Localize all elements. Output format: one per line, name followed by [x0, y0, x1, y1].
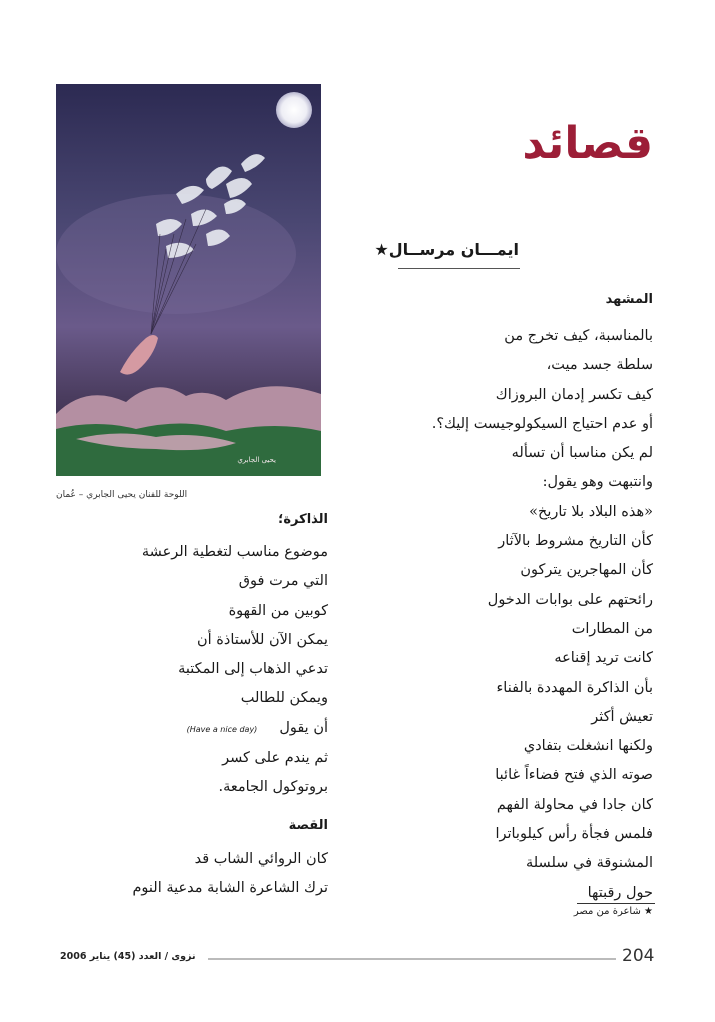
page-title: قصائد	[522, 118, 653, 169]
poem-line: تدعي الذهاب إلى المكتبة	[178, 661, 328, 678]
poem-line: التي مرت فوق	[238, 573, 328, 590]
poem-line: صوته الذي فتح فضاءاً غائبا	[495, 767, 653, 784]
poem-line: رائحتهم على بوابات الدخول	[487, 591, 653, 608]
poem-line: كانت تريد إقناعه	[554, 650, 653, 667]
section-heading-scene: المشهد	[605, 292, 653, 307]
poem-line: ترك الشاعرة الشابة مدعية النوم	[132, 880, 328, 897]
scene-poem-lines	[432, 322, 653, 908]
issue-info: نزوى / العدد (45) يناير 2006	[60, 951, 196, 962]
painting-caption: اللوحة للفنان يحيى الجابري – عُمان	[56, 490, 188, 500]
poem-line: كأن التاريخ مشروط بالآثار	[498, 533, 653, 550]
poem-line: فلمس فجأة رأس كيلوباترا	[495, 826, 653, 843]
author-footnote: ★ شاعرة من مصر	[573, 906, 653, 917]
painting-illustration	[56, 84, 321, 476]
poem-line-text: أن يقول	[279, 719, 328, 736]
poem-line: تعيش أكثر	[591, 708, 653, 725]
poem-line: ولكنها انشغلت بتفادي	[523, 738, 653, 755]
poem-line: بأن الذاكرة المهددة بالفناء	[496, 679, 653, 696]
poem-line: من المطارات	[571, 620, 653, 637]
poem-line: كان جادا في محاولة الفهم	[496, 796, 653, 813]
section-heading-story: القصة	[288, 818, 328, 833]
page-number: 204	[622, 946, 655, 966]
author-name	[374, 240, 519, 259]
poem-line: يمكن الآن للأستاذة أن	[197, 631, 328, 648]
section-heading-memory: الذاكرة؛	[278, 512, 328, 527]
poem-line: كوبين من القهوة	[228, 602, 328, 619]
poem-line: بروتوكول الجامعة.	[218, 779, 328, 796]
poem-line: كأن المهاجرين يتركون	[520, 562, 653, 579]
poem-line: ويمكن للطالب	[240, 690, 328, 707]
poem-line: المشنوقة في سلسلة	[525, 855, 653, 872]
moon-shape	[276, 92, 312, 128]
footnote-rule	[577, 903, 655, 904]
memory-poem-lines	[60, 538, 328, 803]
poem-line: لم يكن مناسبا أن تسأله	[511, 445, 653, 462]
painting-svg	[56, 84, 321, 476]
author-name-text: ايمـــان مرســال	[388, 240, 519, 259]
poem-line: كان الروائي الشاب قد	[194, 851, 328, 867]
latin-phrase: (Have a nice day)	[186, 724, 258, 734]
poem-line: بالمناسبة، كيف تخرج من	[504, 328, 653, 344]
poem-line: وانتبهت وهو يقول:	[542, 474, 653, 491]
poem-line: أو عدم احتياج السيكولوجيست إليك؟.	[431, 415, 653, 432]
poem-line: «هذه البلاد بلا تاريخ»	[529, 503, 653, 520]
poem-line: كيف تكسر إدمان البروزاك	[495, 386, 653, 403]
footer-rule	[208, 958, 616, 960]
poem-line	[60, 714, 328, 744]
poem-line: سلطة جسد ميت،	[546, 357, 653, 374]
poem-line: حول رقبتها	[587, 884, 653, 901]
story-poem-lines	[60, 845, 328, 904]
author-star: ★	[374, 240, 389, 259]
author-underline	[398, 268, 520, 269]
poem-line: ثم يندم على كسر	[222, 750, 328, 767]
painting-signature: يحيى الجابري	[237, 456, 276, 464]
poem-line: موضوع مناسب لتغطية الرعشة	[141, 544, 328, 560]
